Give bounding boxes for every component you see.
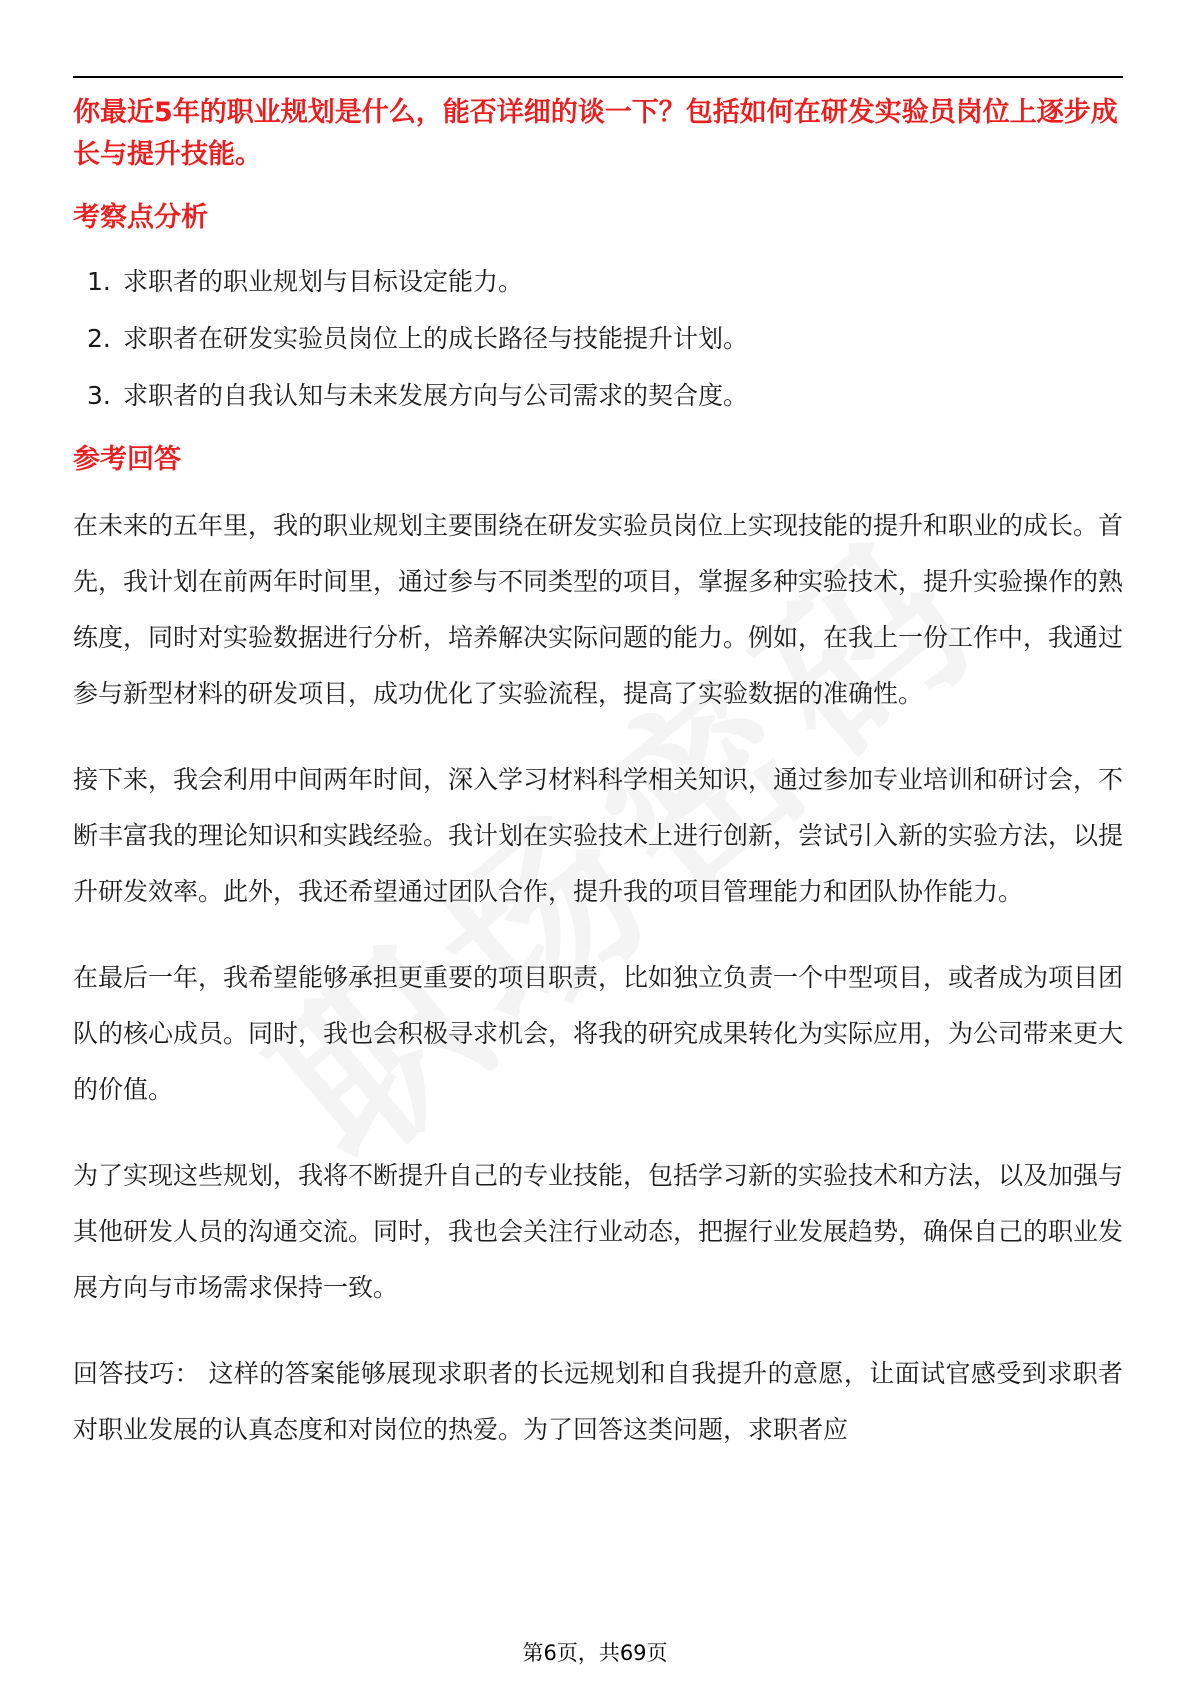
page-content: [73, 92, 1123, 1458]
list-item-text: 求职者在研发实验员岗位上的成长路径与技能提升计划。: [123, 324, 749, 353]
list-item-text: 求职者的自我认知与未来发展方向与公司需求的契合度。: [123, 381, 749, 410]
list-item: [73, 376, 1123, 416]
top-divider: [73, 76, 1123, 78]
answer-paragraph: 在未来的五年里，我的职业规划主要围绕在研发实验员岗位上实现技能的提升和职业的成长。首先，我计划在前两年时间里，通过参与不同类型的项目，掌握多种实验技术，提升实验操作的熟练度，同时对实验数据进行分析，培养解决实际问题的能力。例如，在我上一份工作中，我通过参与新型材料的研发项目，成功优化了实验流程，提高了实验数据的准确性。: [73, 511, 1124, 708]
answer-paragraph: 为了实现这些规划，我将不断提升自己的专业技能，包括学习新的实验技术和方法，以及加强与其他研发人员的沟通交流。同时，我也会关注行业动态，把握行业发展趋势，确保自己的职业发展方向与市场需求保持一致。: [73, 1161, 1124, 1302]
answer-paragraph: 接下来，我会利用中间两年时间，深入学习材料科学相关知识，通过参加专业培训和研讨会，不断丰富我的理论知识和实践经验。我计划在实验技术上进行创新，尝试引入新的实验方法，以提升研发效率。此外，我还希望通过团队合作，提升我的项目管理能力和团队协作能力。: [73, 765, 1124, 906]
list-item-text: 求职者的职业规划与目标设定能力。: [123, 267, 524, 296]
list-item-number: 1.: [87, 267, 111, 296]
analysis-list: [73, 262, 1123, 416]
analysis-heading: 考察点分析: [73, 202, 208, 233]
answer-paragraph: 在最后一年，我希望能够承担更重要的项目职责，比如独立负责一个中型项目，或者成为项目团队的核心成员。同时，我也会积极寻求机会，将我的研究成果转化为实际应用，为公司带来更大的价值。: [73, 963, 1124, 1104]
list-item: [73, 319, 1123, 359]
page-number: 第6页，共69页: [522, 1641, 668, 1665]
list-item: [73, 262, 1123, 302]
list-item-number: 2.: [87, 324, 111, 353]
answer-heading: 参考回答: [73, 444, 181, 475]
question-title: 你最近5年的职业规划是什么，能否详细的谈一下？包括如何在研发实验员岗位上逐步成长与提升技能。: [73, 97, 1118, 170]
answer-tip: 回答技巧： 这样的答案能够展现求职者的长远规划和自我提升的意愿，让面试官感受到求职者对职业发展的认真态度和对岗位的热爱。为了回答这类问题，求职者应: [73, 1359, 1123, 1444]
list-item-number: 3.: [87, 381, 111, 410]
